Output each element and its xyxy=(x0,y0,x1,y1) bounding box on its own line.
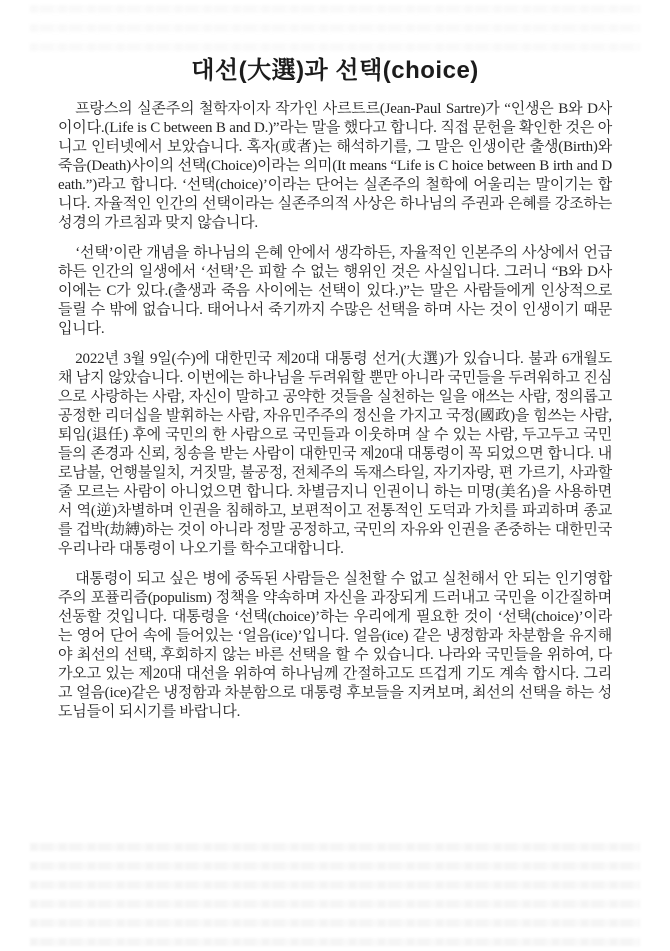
paragraph-2: ‘선택’이란 개념을 하나님의 은혜 안에서 생각하든, 자율적인 인본주의 사상에서 언급하든 인간의 일생에서 ‘선택’은 피할 수 없는 행위인 것은 사실입니다. 그러니 “B와 D사이에는 C가 있다.(출생과 죽음 사이에는 선택이 있다.)”는 말은 사람들에게 인상적으로 들릴 수 밖에 없습니다. 태어나서 죽기까지 수많은 선택을 하며 사는 것이 인생이기 때문입니다. xyxy=(58,245,612,337)
paragraph-1: 프랑스의 실존주의 철학자이자 작가인 사르트르(Jean-Paul Sartre)가 “인생은 B와 D사이이다.(Life is C between B and D.)”라는 말을 했다고 합니다. 직접 문헌을 확인한 것은 아니고 인터넷에서 보았습니다. 혹자(或者)는 해석하기를, 그 말은 인생이란 출생(Birth)와 죽음(Death)사이의 선택(Choice)이라는 의미(It means “Life is C hoice between B irth and D eath.”)라고 합니다. ‘선택(choice)’이라는 단어는 실존주의 철학에 어울리는 말이기는 합니다. 자율적인 인간의 선택이라는 실존주의적 사상은 하나님의 주권과 은혜를 강조하는 성경의 가르침과 맞지 않습니다. xyxy=(58,101,612,231)
paragraph-3: 2022년 3월 9일(수)에 대한민국 제20대 대통령 선거(大選)가 있습니다. 불과 6개월도 채 남지 않았습니다. 이번에는 하나님을 두려워할 뿐만 아니라 국민들을 두려워하고 진심으로 사랑하는 사람, 자신이 말하고 공약한 것들을 실천하는 일을 애쓰는 사람, 정의롭고 공정한 리더십을 발휘하는 사람, 자유민주주의 정신을 가지고 국정(國政)을 힘쓰는 사람, 퇴임(退任) 후에 국민의 한 사람으로 국민들과 이웃하며 살 수 있는 사람, 두고두고 국민들의 존경과 신뢰, 칭송을 받는 사람이 대한민국 제20대 대통령이 꼭 되었으면 합니다. 내로남불, 언행불일치, 거짓말, 불공정, 전체주의 독재스타일, 자기자랑, 편 가르기, 사과할 줄 모르는 사람이 아니었으면 합니다. 차별금지니 인권이니 하는 미명(美名)을 사용하면서 역(逆)차별하며 인권을 침해하고, 보편적이고 전통적인 도덕과 가치를 파괴하며 종교를 겁박(劫縛)하는 것이 아니라 정말 공정하고, 국민의 자유와 인권을 존중하는 대한민국 우리나라 대통령이 나오기를 학수고대합니다. xyxy=(58,351,612,557)
paragraph-4: 대통령이 되고 싶은 병에 중독된 사람들은 실천할 수 없고 실천해서 안 되는 인기영합주의 포퓰리즘(populism) 정책을 약속하며 자신을 과장되게 드러내고 국민을 이간질하며 선동할 것입니다. 대통령을 ‘선택(choice)’하는 우리에게 필요한 것이 ‘선택(choice)’이라는 영어 단어 속에 들어있는 ‘얼음(ice)’입니다. 얼음(ice) 같은 냉정함과 차분함을 유지해야 최선의 선택, 후회하지 않는 바른 선택을 할 수 있습니다. 나라와 국민들을 위하여, 다가오고 있는 제20대 대선을 위하여 하나님께 간절하고도 뜨겁게 기도 계속 합시다. 그리고 얼음(ice)같은 냉정함과 차분함으로 대통령 후보들을 지켜보며, 최선의 선택을 하는 성도님들이 되시기를 바랍니다. xyxy=(58,571,612,720)
document-title: 대선(大選)과 선택(choice) xyxy=(191,57,479,84)
scan-bleed-through-bottom xyxy=(30,838,640,946)
document-body xyxy=(58,100,612,722)
